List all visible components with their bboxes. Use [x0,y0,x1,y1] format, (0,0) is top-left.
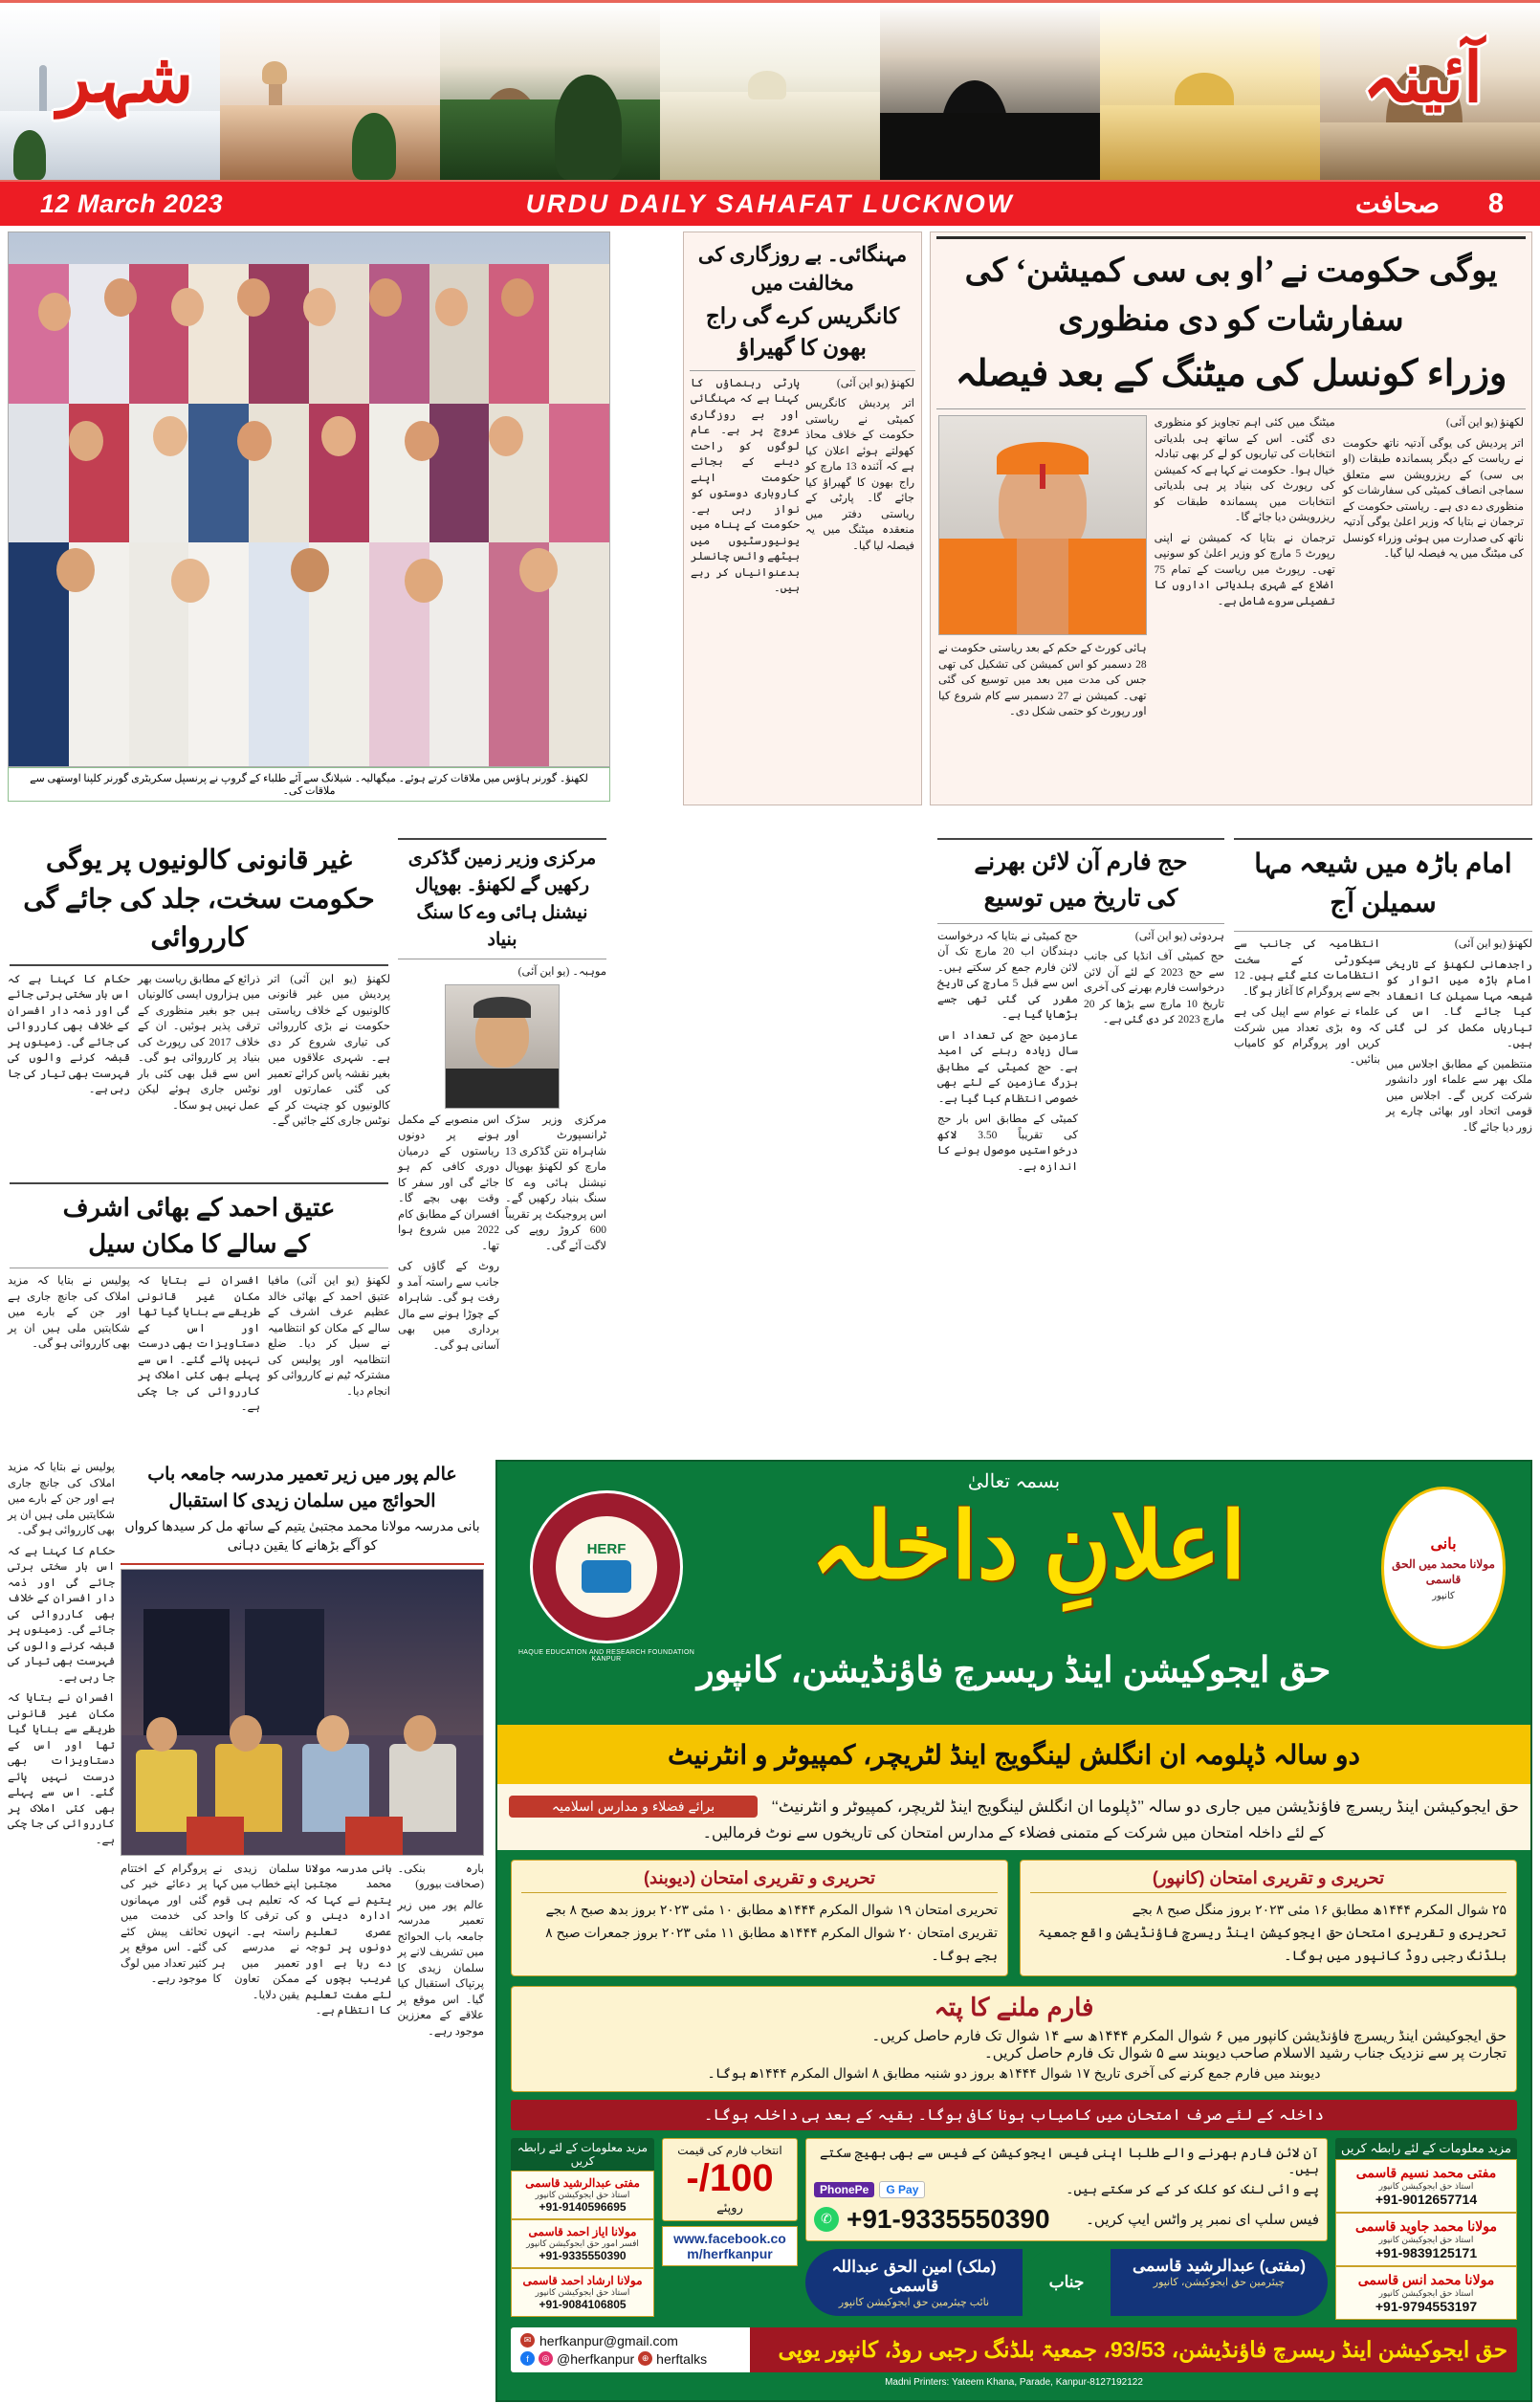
signatory-2 [805,2249,1023,2316]
madrasa-para: بانی مدرسہ مولانا محمد مجتبیٰ یتیم نے کہا کہ ادارہ دینی و عصری تعلیم دونوں پر توجہ دے رہا ہے اور غریب بچوں کے لئے مفت تعلیم کا انتظام ہے۔ [305,1863,392,2017]
contacts-heading-left: مزید معلومات کے لئے رابطہ کریں [511,2138,654,2171]
ashraf-para: افسران نے بتایا کہ مکان غیر قانونی طریقے سے بنایا گیا تھا اور اس کے دستاویزات بھی درست نہیں پائے گئے۔ اس سے پہلے بھی کئی املاک پر کارروائی کی جا چکی ہے۔ [138,1275,260,1414]
contacts-heading-right: مزید معلومات کے لئے رابطہ کریں [1335,2138,1517,2159]
fee-amount: 100/- [686,2156,774,2199]
signatory-name: (مفتی) عبدالرشید قاسمی [1132,2256,1307,2275]
masthead [0,0,1540,182]
lead-dateline: لکھنؤ (یو این آئی) [1445,417,1524,430]
exam-card-heading: تحریری و تقریری امتحان (دیوبند) [521,1868,998,1893]
ashraf-para: پولیس نے بتایا کہ مزید املاک کی جانچ جاری ہے اور جن کے بارے میں شکایتیں ملی ہیں ان پر بھی کارروائی ہو گی۔ [8,1275,130,1351]
congress-para: پارٹی رہنماؤں کا کہنا ہے کہ مہنگائی اور بے روزگاری عروج پر ہے۔ عام لوگوں کو راحت دینے کے بجائے حکومت اپنے کاروباری دوستوں کو نواز رہی ہے۔ حکومت کے پناہ میں یونیورسٹیوں میں بیٹھے وائس چانسلر بدعنوانیاں کر رہے ہیں۔ [691,377,800,595]
congress-headline-line1: مہنگائی۔ بے روزگاری کی مخالفت میں [697,243,908,296]
page-number: 8 [1487,187,1504,219]
madrasa-story-block [121,1460,484,2402]
haj-headline-line2: کی تاریخ میں توسیع [983,886,1178,913]
admission-note: داخلہ کے لئے صرف امتحان میں کامیاب ہونا کافی ہوگا۔ بقیہ کے بعد ہی داخلہ ہوگا۔ [704,2106,1324,2124]
bhopal-col-2 [398,1113,499,1359]
madrasa-photo [121,1569,484,1856]
page-body [0,226,1540,2399]
madrasa-para: عالم پور میں زیر تعمیر مدرسہ جامعہ باب الحوائج میں تشریف لانے پر سلمان زیدی کا پرتپاک استقبال کیا گیا۔ اس موقع پر علاقے کے معززین موجود رہے۔ [397,1899,484,2038]
gpay-icon[interactable]: G Pay [879,2181,925,2198]
bhopal-para: اس منصوبے کے مکمل ہونے پر دونوں ریاستوں کے درمیان دوری کافی کم ہو جائے گی اور سفر کا وقت بھی بچے گا۔ افسران کے مطابق کام 2022 میں شروع ہوا تھا۔ [398,1113,499,1252]
bhopal-dateline: موہبہ۔ (یو این آئی) [517,966,606,979]
contact-role: استاذ حق ایجوکیشن کانپور [1378,2234,1474,2244]
imambara-col-2 [1234,937,1380,1140]
ad-eligibility-text: کے لئے داخلہ امتحان میں شرکت کے متمنی فضلاء کے مدارس امتحان کی تاریخوں سے نوٹ فرمالیں۔ [702,1825,1326,1842]
congress-headline-line2: کانگریس کرے گی راج بھون کا گھیراؤ [705,303,900,361]
contact-role: افسر امور حق ایجوکیشن کانپور [526,2238,639,2248]
madrasa-col-4 [121,1862,208,2045]
ashraf-col-3 [8,1273,130,1421]
haj-dateline: ہردوئی (یو این آئی) [1134,930,1224,942]
group-photo-block [8,231,610,805]
contacts-column-right [1335,2138,1517,2320]
skyline-cell [440,3,660,180]
exam-card-line: تحریری امتحان ۱۹ شوال المکرم ۱۴۴۴ھ مطابق ۱۰ مئی ۲۰۲۳ بروز بدھ صبح ۸ بجے [545,1902,998,1918]
lead-col-3 [938,641,1147,828]
signatory-connector [1023,2249,1111,2316]
contact-phone: +91-9794553197 [1375,2298,1478,2314]
ashraf-story-block [8,1182,390,1441]
payment-column [805,2138,1328,2320]
ad-footer-bar [511,2327,1517,2372]
overflow-para: حکام کا کہنا ہے کہ اس بار سختی برتی جائے گی اور ذمہ دار افسران کے خلاف بھی کارروائی کی جائے گی۔ زمینوں پر قبضہ کرنے والوں کی فہرست بھی تیار کی جا رہی ہے۔ [8,1545,115,1684]
congress-para: اتر پردیش کانگریس کمیٹی نے ریاستی حکومت کے خلاف محاذ کھولتے ہوئے اعلان کیا ہے کہ آئندہ 13 مارچ کو راج بھون کا گھیراؤ کیا جائے گا۔ پارٹی کے ریاستی دفتر میں منعقدہ میٹنگ میں یہ فیصلہ لیا گیا۔ [805,398,914,552]
bhopal-para: مرکزی وزیر سڑک ٹرانسپورٹ اور شاہراہ نتن گڈکری 13 مارچ کو لکھنؤ بھوپال نیشنل ہائی وے کا سنگ بنیاد رکھیں گے۔ اس پروجیکٹ پر تقریباً 600 کروڑ روپے کی لاگت آئے گی۔ [505,1113,606,1252]
contact-phone: +91-9012657714 [1375,2191,1478,2207]
signatory-role: نائب چیئرمین حق ایجوکیشن کانپور [838,2296,990,2308]
contact-name: مفتی عبدالرشید قاسمی [525,2175,640,2190]
exam-card-line: تقریری امتحان ۲۰ شوال المکرم ۱۴۴۴ھ مطابق ۱۱ مئی ۲۰۲۳ بروز جمعرات صبح ۸ بجے ہوگا۔ [545,1924,998,1963]
admission-note-bar [511,2100,1517,2130]
illegal-para: حکام کا کہنا ہے کہ اس بار سختی برتی جائے گی اور ذمہ دار افسران کے خلاف بھی کارروائی کی جائے گی۔ زمینوں پر قبضہ کرنے والوں کی فہرست بھی تیار کی جا رہی ہے۔ [8,973,130,1096]
haj-story-block [937,838,1224,1441]
exam-card-line: تحریری و تقریری امتحان حق ایجوکیشن اینڈ ریسرچ فاؤنڈیشن واقع جمعیۃ بلڈنگ رجبی روڈ کانپور میں ہوگا۔ [1037,1924,1507,1963]
ad-social-handle[interactable]: @herfkanpur [557,2350,635,2367]
madrasa-col-1 [398,1862,485,2045]
congress-col-1 [805,376,914,602]
skyline-cell [220,3,440,180]
signatory-middle-label: جناب [1048,2272,1085,2291]
footer-address: حق ایجوکیشن اینڈ ریسرچ فاؤنڈیشن، 93/53، جمعیۃ بلڈنگ رجبی روڈ، کانپور یوپی [778,2336,1507,2362]
madrasa-para: پروگرام کے اختتام پر دعائے خیر کی گئی اور مہمانوں کی خدمت میں تحائف پیش کئے گئے۔ اس موقع پر کثیر تعداد میں لوگ موجود رہے۔ [121,1863,208,1986]
madrasa-headline-line2: بانی مدرسہ مولانا محمد مجتبیٰ یتیم کے ساتھ مل کر سیدھا کرواں کو آگے بڑھانے کا یقین دہانی [124,1520,480,1554]
imambara-story-block [1234,838,1532,1441]
contact-role: استاذ حق ایجوکیشن کانپور [1378,2180,1474,2191]
haj-headline-line1: حج فارم آن لائن بھرنے [974,849,1188,875]
yogi-portrait-photo [938,415,1147,635]
imambara-para: انتظامیہ کی جانب سے سیکورٹی کے سخت انتظامات کئے گئے ہیں۔ 12 بجے سے پروگرام کا آغاز ہو گا۔ [1234,938,1380,998]
deadline-note: دیوبند میں فارم جمع کرنے کی آخری تاریخ ۱۷ شوال ۱۴۴۴ھ بروز دو شنبہ مطابق ۸ اشوال المکرم ۱۴۴۴ھ ہوگا۔ [707,2064,1321,2081]
bhopal-highway-block [398,838,606,1441]
skyline-cell [880,3,1100,180]
lead-col-1 [1343,415,1524,828]
fee-label: انتخاب فارم کی قیمت [677,2143,782,2157]
illegal-colonies-headline: غیر قانونی کالونیوں پر یوگی حکومت سخت، جلد کی جائے گی کارروائی [23,846,375,954]
ashraf-headline-line1: عتیق احمد کے بھائی اشرف [62,1194,336,1222]
imambara-col-1 [1386,937,1532,1140]
imambara-headline: امام باڑہ میں شیعہ مہا سمیلن آج [1254,849,1512,918]
masthead-word-shehr: شہر [57,40,194,117]
contact-phone: +91-9140596695 [539,2199,627,2214]
haj-col-1 [1084,929,1224,1180]
fee-box [662,2138,798,2221]
haj-col-2 [937,929,1078,1180]
contact-role: استاذ حق ایجوکیشن کانپور [1378,2287,1474,2298]
signatory-name: (ملک) امین الحق عبداللہ قاسمی [831,2257,997,2295]
founder-badge-city: کانپور [1432,1590,1455,1601]
online-note-box [805,2138,1328,2241]
congress-dateline: لکھنؤ (یو این آئی) [836,377,914,389]
envelope-icon: ✉ [520,2333,535,2348]
founder-badge [1381,1487,1506,1649]
ashraf-col-1 [268,1273,390,1421]
exam-card-line: ۲۵ شوال المکرم ۱۴۴۴ھ مطابق ۱۶ مئی ۲۰۲۳ بروز منگل صبح ۸ بجے [1132,1902,1507,1918]
issue-date: 12 March 2023 [40,188,224,218]
fee-column [662,2138,798,2320]
overflow-para: پولیس نے بتایا کہ مزید املاک کی جانچ جاری ہے اور جن کے بارے میں شکایتیں ملی ہیں ان پر بھی کارروائی ہو گی۔ [8,1462,115,1536]
contact-name: مفتی محمد نسیم قاسمی [1355,2164,1497,2180]
ashraf-col-2 [138,1273,260,1421]
lead-para: ہائی کورٹ کے حکم کے بعد ریاستی حکومت نے 28 دسمبر کو اس کمیشن کی تشکیل کی تھی جس کی مدت میں بعد میں توسیع کی گئی تھی۔ کمیشن نے 27 دسمبر سے کام شروع کیا اور رپورٹ کو حتمی شکل دی۔ [938,643,1147,718]
form-address-box [511,1986,1517,2092]
ad-social-box [511,2327,750,2372]
madrasa-col-2 [305,1862,392,2045]
lead-headline-line1: یوگی حکومت نے ’او بی سی کمیشن‘ کی سفارشات کو دی منظوری [964,254,1498,338]
whatsapp-note: فیس سلپ ای نمبر پر واٹس ایپ کریں۔ [1086,2211,1319,2228]
madrasa-col-3 [213,1862,300,2045]
ad-social-handle-2[interactable]: herftalks [656,2350,708,2367]
whatsapp-number[interactable]: +91-9335550390 [847,2203,1050,2234]
illegal-para: لکھنؤ (یو این آئی) اتر پردیش میں غیر قانونی کالونیوں کے خلاف ریاستی حکومت نے بڑی کارروائی کی تیاری شروع کر دی ہے۔ شہری علاقوں میں بغیر نقشہ پاس کرائے تعمیر کی گئی عمارتوں اور کالونیوں کو چنہت کر کے نوٹس جاری کئے جائیں گے۔ [268,973,390,1128]
illegal-col-2 [138,972,260,1135]
skyline-cell [1100,3,1320,180]
haj-para: عازمین حج کی تعداد اس سال زیادہ رہنے کی امید ہے۔ حج کمیٹی کے مطابق بزرگ عازمین کے لئے بھی خصوصی انتظام کیا گیا ہے۔ [937,1029,1078,1105]
skyline-cell [0,3,220,180]
exam-card-deoband [511,1860,1008,1975]
instagram-icon: ◎ [539,2351,553,2366]
haj-para: حج کمیٹی آف انڈیا کی جانب سے حج 2023 کے لئے آن لائن درخواست فارم بھرنے کی آخری تاریخ 10 مارچ سے بڑھا کر 20 مارچ 2023 کر دی گئی ہے۔ [1084,951,1224,1025]
madrasa-dateline: بارہ بنکی۔ (صحافت بیورو) [397,1863,484,1891]
imambara-para: راجدھانی لکھنؤ کے تاریخی امام باڑہ میں اتوار کو شیعہ مہا سمیلن کا انعقاد کیا جائے گا۔ اس کی تیاریاں مکمل کر لی گئی ہیں۔ [1386,959,1532,1050]
ad-course-strip [497,1725,1530,1784]
congress-col-2 [691,376,800,602]
contact-name: مولانا ارشاد احمد قاسمی [522,2273,643,2287]
ad-email[interactable]: herfkanpur@gmail.com [539,2332,678,2348]
phonepe-icon[interactable]: PhonePe [814,2182,874,2197]
contact-chip[interactable] [511,2268,654,2317]
facebook-icon: f [520,2351,535,2366]
paper-title-urdu: صحافت [1354,188,1440,218]
group-photo [8,231,610,767]
exam-card-kanpur [1020,1860,1517,1975]
website-box[interactable] [662,2226,798,2266]
lead-para: اتر پردیش کی یوگی آدتیہ ناتھ حکومت نے ریاست کے دیگر پسماندہ طبقات (او بی سی) کے ریزرویشن سے متعلق سماجی انصاف کمیٹی کی سفارشات کو منظوری دے دی ہے۔ ریاستی حکومت کے ترجمان نے بتایا کہ وزیر اعلیٰ یوگی آدتیہ ناتھ کی صدارت میں ہوئی وزراء کونسل کی میٹنگ میں یہ فیصلہ لیا گیا۔ [1342,437,1524,561]
contact-role: استاذ حق ایجوکیشن کانپور [535,2286,630,2297]
contact-phone: +91-9839125171 [1375,2244,1478,2260]
contact-chip[interactable] [1335,2266,1517,2320]
imambara-para: علماء نے عوام سے اپیل کی ہے کہ وہ بڑی تعداد میں شرکت کریں اور پروگرام کو کامیاب بنائیں۔ [1234,1006,1380,1066]
illegal-col-3 [8,972,130,1135]
herf-logo [530,1490,683,1643]
bhopal-col-1 [505,1113,606,1359]
paper-title: URDU DAILY SAHAFAT LUCKNOW [525,188,1015,218]
exam-card-heading: تحریری و تقریری امتحان (کانپور) [1030,1868,1507,1893]
ad-subtitle: حق ایجوکیشن اینڈ ریسرچ فاؤنڈیشن، کانپور [696,1650,1331,1689]
gadkari-portrait-photo [445,984,560,1109]
masthead-word-aaina: آئینہ [1362,40,1483,117]
signatory-1 [1111,2249,1328,2316]
ad-body-note: حق ایجوکیشن اینڈ ریسرچ فاؤنڈیشن میں جاری دو سالہ ’’ڈپلوما ان انگلش لینگویج اینڈ لٹریچر، کمپیوٹر و انٹرنیٹ‘‘ [771,1797,1519,1816]
contact-name: مولانا ایاز احمد قاسمی [528,2224,637,2238]
herf-logo-text: HERF [586,1541,627,1557]
ad-eligibility-badge: برائے فضلاء و مدارس اسلامیہ [509,1796,758,1818]
herf-logo-ring-text: HAQUE EDUCATION AND RESEARCH FOUNDATION KANPUR [517,1649,695,1663]
bhopal-para: روٹ کے گاؤں کی جانب سے راستہ آمد و رفت ہو گی۔ شاہراہ کے چوڑا ہونے سے مال برداری میں بھی آسانی ہو گی۔ [398,1261,499,1352]
form-heading: فارم ملنے کا پتہ [934,1992,1094,2021]
signatories-bar [805,2249,1328,2316]
imambara-para: منتظمین کے مطابق اجلاس میں ملک بھر سے علماء اور دانشور شرکت کریں گے۔ اجلاس میں قومی اتحاد اور بھائی چارے پر زور دیا جائے گا۔ [1386,1058,1532,1134]
skyline-cell [660,3,880,180]
founder-badge-top: بانی [1430,1536,1457,1554]
haj-para: حج کمیٹی نے بتایا کہ درخواست دہندگان اب 20 مارچ تک آن لائن فارم جمع کر سکتے ہیں۔ اس سے قبل 5 مارچ کی تاریخ مقرر کی گئی تھی جسے بڑھایا گیا ہے۔ [937,930,1078,1021]
lead-headline-line2: وزراء کونسل کی میٹنگ کے بعد فیصلہ [955,354,1507,394]
admission-advertisement [495,1460,1532,2402]
skyline-strip [0,3,1540,180]
madrasa-headline-line1: عالم پور میں زیر تعمیر مدرسہ جامعہ باب الحوائج میں سلمان زیدی کا استقبال [147,1465,457,1511]
ad-course-line: دو سالہ ڈپلومہ ان انگلش لینگویج اینڈ لٹریچر، کمپیوٹر و انٹرنیٹ [667,1739,1361,1770]
illegal-col-1 [268,972,390,1135]
date-bar [0,182,1540,226]
bhopal-headline-line2: نیشنل ہائی وے کا سنگ بنیاد [416,903,588,950]
skyline-cell [1320,3,1540,180]
haj-para: کمیٹی کے مطابق اس بار حج کی تقریباً 3.50 لاکھ درخواستیں موصول ہونے کا اندازہ ہے۔ [937,1113,1078,1173]
congress-story-block [683,231,922,805]
overflow-para: افسران نے بتایا کہ مکان غیر قانونی طریقے سے بنایا گیا تھا اور اس کے دستاویزات بھی درست نہیں پائے گئے۔ اس سے پہلے بھی کئی املاک پر کارروائی کی جا چکی ہے۔ [8,1692,115,1846]
signatory-role: چیئرمین حق ایجوکیشن، کانپور [1153,2276,1286,2288]
group-photo-caption: لکھنؤ۔ گورنر ہاؤس میں ملاقات کرتے ہوئے۔ میگھالیہ۔ شیلانگ سے آئے طلباء کے گروپ نے پرنسپل سکریٹری گورنر کلپنا اوستھی سے ملاقات کی۔ [8,767,610,802]
left-overflow-column [8,1460,115,2402]
founder-badge-name: مولانا محمد میں الحق قاسمی [1392,1557,1495,1586]
fee-unit: روپئے [716,2199,743,2215]
facebook-url[interactable]: www.facebook.com/herfkanpur [673,2230,786,2261]
left-overflow-text [8,1460,115,1848]
contact-role: استاذ حق ایجوکیشن کانپور [535,2189,630,2199]
ashraf-headline-line2: کے سالے کا مکان سیل [88,1229,310,1258]
illegal-para: ذرائع کے مطابق ریاست بھر میں ہزاروں ایسی کالونیاں ہیں جو بغیر منظوری کے ترقی پذیر ہوئیں۔ ان کے خلاف 2017 کی رپورٹ کی بنیاد پر کارروائی ہو گی۔ اس سے قبل بھی کئی بار نوٹس جاری ہوئے لیکن عمل نہیں ہو سکا۔ [138,973,260,1112]
contact-phone: +91-9335550390 [539,2248,627,2262]
contact-phone: +91-9084106805 [539,2297,627,2311]
ad-bismillah: بسمہ تعالیٰ [967,1471,1061,1492]
globe-icon: ⊕ [638,2351,652,2366]
contact-chip[interactable] [1335,2213,1517,2266]
lead-para: ترجمان نے بتایا کہ کمیشن نے اپنی رپورٹ 5 مارچ کو وزیر اعلیٰ کو سونپی تھی۔ رپورٹ میں ریاست کے تمام 75 اضلاع کے شہری بلدیاتی اداروں کا تفصیلی سروے شامل ہے۔ [1154,532,1335,607]
contact-name: مولانا محمد جاوید قاسمی [1355,2217,1497,2234]
contacts-column-left [511,2138,654,2320]
lead-para: میٹنگ میں کئی اہم تجاویز کو منظوری دی گئی۔ اس کے ساتھ ہی بلدیاتی انتخابات کی تیاریوں کو لے کر بھی تبادلہ خیال ہوا۔ حکومت نے کہا ہے کہ کمیشن کی رپورٹ کی بنیاد پر ہی بلدیاتی انتخابات میں پسماندہ طبقات کو ریزرویشن دیا جائے گا۔ [1154,417,1335,524]
form-line: تجارت پر سے نزدیک جناب رشید الاسلام صاحب دیوبند سے ۵ شوال تک فارم حاصل کریں۔ [984,2044,1507,2061]
whatsapp-icon: ✆ [814,2207,839,2232]
madrasa-para: سلمان زیدی نے اپنے خطاب میں کہا کہ تعلیم ہی قوم کی ترقی کا واحد راستہ ہے۔ انہوں نے مدرسے کی تعمیر میں ہر ممکن تعاون کا یقین دلایا۔ [212,1863,299,2001]
ad-main-title: اعلانِ داخلہ [810,1495,1246,1598]
form-line: حق ایجوکیشن اینڈ ریسرچ فاؤنڈیشن کانپور میں ۶ شوال المکرم ۱۴۴۴ھ سے ۱۴ شوال تک فارم حاصل کریں۔ [871,2027,1507,2044]
lead-story-block [930,231,1532,805]
bhopal-headline-line1: مرکزی وزیر زمین گڈکری رکھیں گے لکھنؤ۔ بھوپال [407,849,597,895]
contact-chip[interactable] [1335,2159,1517,2213]
contact-name: مولانا محمد انس قاسمی [1357,2271,1495,2287]
printer-line: Madni Printers: Yateem Khana, Parade, Kanpur-8127192122 [885,2376,1143,2388]
contact-chip[interactable] [511,2219,654,2268]
payment-note: پے وائی لنک کو کلک کر کے کر سکتے ہیں۔ [1066,2181,1319,2197]
online-note: آن لائن فارم بھرنے والے طلبا اپنی فیس ایجوکیشن کے فیس سے بھی بھیج سکتے ہیں۔ [819,2144,1319,2176]
imambara-dateline: لکھنؤ (یو این آئی) [1454,938,1532,951]
contact-chip[interactable] [511,2171,654,2219]
lead-col-2 [1155,415,1335,828]
ashraf-para: لکھنؤ (یو این آئی) مافیا عتیق احمد کے بھائی خالد عظیم عرف اشرف کے سالے کے مکان کو انتظامیہ نے سیل کر دیا۔ ضلع انتظامیہ اور پولیس کی مشترکہ ٹیم نے کارروائی کو انجام دیا۔ [268,1275,390,1398]
